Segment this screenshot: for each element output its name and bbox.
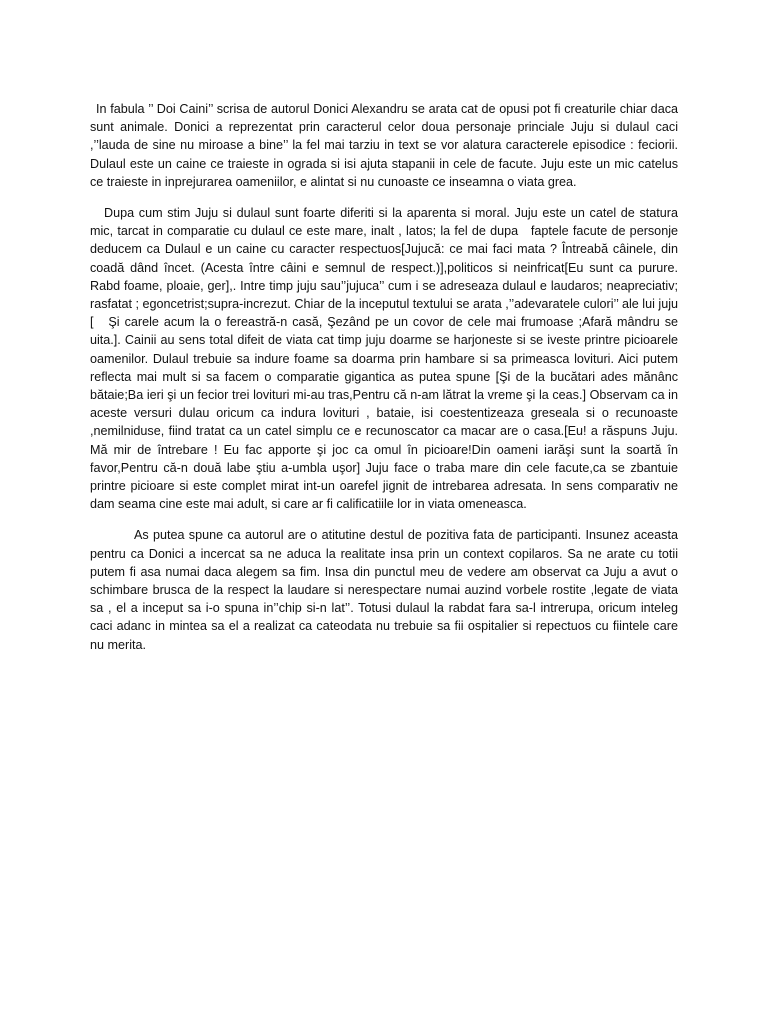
paragraph-1: In fabula ’’ Doi Caini’’ scrisa de autorul Donici Alexandru se arata cat de opusi pot fi creaturile chiar daca sunt animale. Donici a reprezentat prin caracterul celor doua personaje princiale Juju si dulaul caci ,’’lauda de sine nu miroase a bine’’ la fel mai tarziu in text se vor alatura caracterele episodice : feciorii. Dulaul este un caine ce traieste in ograda si isi ajuta stapanii in cele de facute. Juju este un mic catelus ce traieste in inprejurarea oameniilor, e alintat si nu cunoaste ce inseamna o viata grea. bbox=[90, 102, 685, 189]
paragraph-3: As putea spune ca autorul are o atitutine destul de pozitiva fata de participanti. Insunez aceasta pentru ca Donici a incercat sa ne aduca la realitate insa prin un context copilaros. Sa ne arate cu totii putem fi asa numai daca alegem sa fim. Insa din punctul meu de vedere am observat ca Juju a avut o schimbare brusca de la respect la laudare si nerespectare numai auzind vorbele rostite ,legate de viata sa , el a inceput sa i-o spuna in’’chip si-n lat’’. Totusi dulaul la rabdat fara sa-l intrerupa, oricum inteleg caci adanc in mintea sa el a realizat ca cateodata nu trebuie sa fii ospitalier si repectuos cu fiintele care nu merita. bbox=[90, 528, 682, 652]
paragraph-2: Dupa cum stim Juju si dulaul sunt foarte diferiti si la aparenta si moral. Juju este un catel de statura mic, tarcat in comparatie cu dulaul ce este mare, inalt , latos; la fel de dupa faptele facute de personje deducem ca Dulaul e un caine cu caracter respectuos[Jujucă: ce mai faci mata ? Întreabă câinele, din coadă dând încet. (Acesta între câini e semnul de respect.)],politicos si neinfricat[Eu sunt ca purure. Rabd foame, ploaie, ger],. Intre timp juju sau’’jujuca’’ cum i se adreseaza dulaul e laudaros; neapreciativ; rasfatat ; egoncetrist;supra-increzut. Chiar de la inceputul textului se arata ,’’adevaratele culori’’ ale lui juju [ Şi carele acum la o fereastră-n casă, Şezând pe un covor de cele mai frumoase ;Afară mândru se uita.]. Cainii au sens total difeit de viata cat timp juju doarme se harjoneste si se iveste printre picioarele oamenilor. Dulaul trebuie sa indure foame sa doarma prin hambare si sa primeasca lovituri. Aici putem reflecta mai mult si sa facem o comparatie gigantica as putea spune [Şi de la bucătari ades mănânc bătaie;Ba ieri şi un fecior trei lovituri mi-au tras,Pentru că n-am lătrat la vreme şi la ceas.] Observam ca in aceste versuri dulau oricum ca indura lovituri , bataie, isi coestentizeaza greseala si o recunoaste ,nemilniduse, fiind tratat ca un catel simplu ce e recunoscator ca macar are o casa.[Eu! a răspuns Juju. Mă mir de întrebare ! Eu fac apporte şi joc ca omul în picioare!Din oameni iarăşi sunt la soartă în favor,Pentru că-n două labe ştiu a-umbla uşor] Juju face o traba mare din cele facute,ca se zbantuie printre picioare si este complet mirat int-un oarefel jignit de intrebarea adresata. In sens comparativ ne dam seama cine este mai adult, si care ar fi calificatiile lor in viata omeneasca. bbox=[90, 206, 682, 512]
essay-body bbox=[90, 100, 685, 667]
